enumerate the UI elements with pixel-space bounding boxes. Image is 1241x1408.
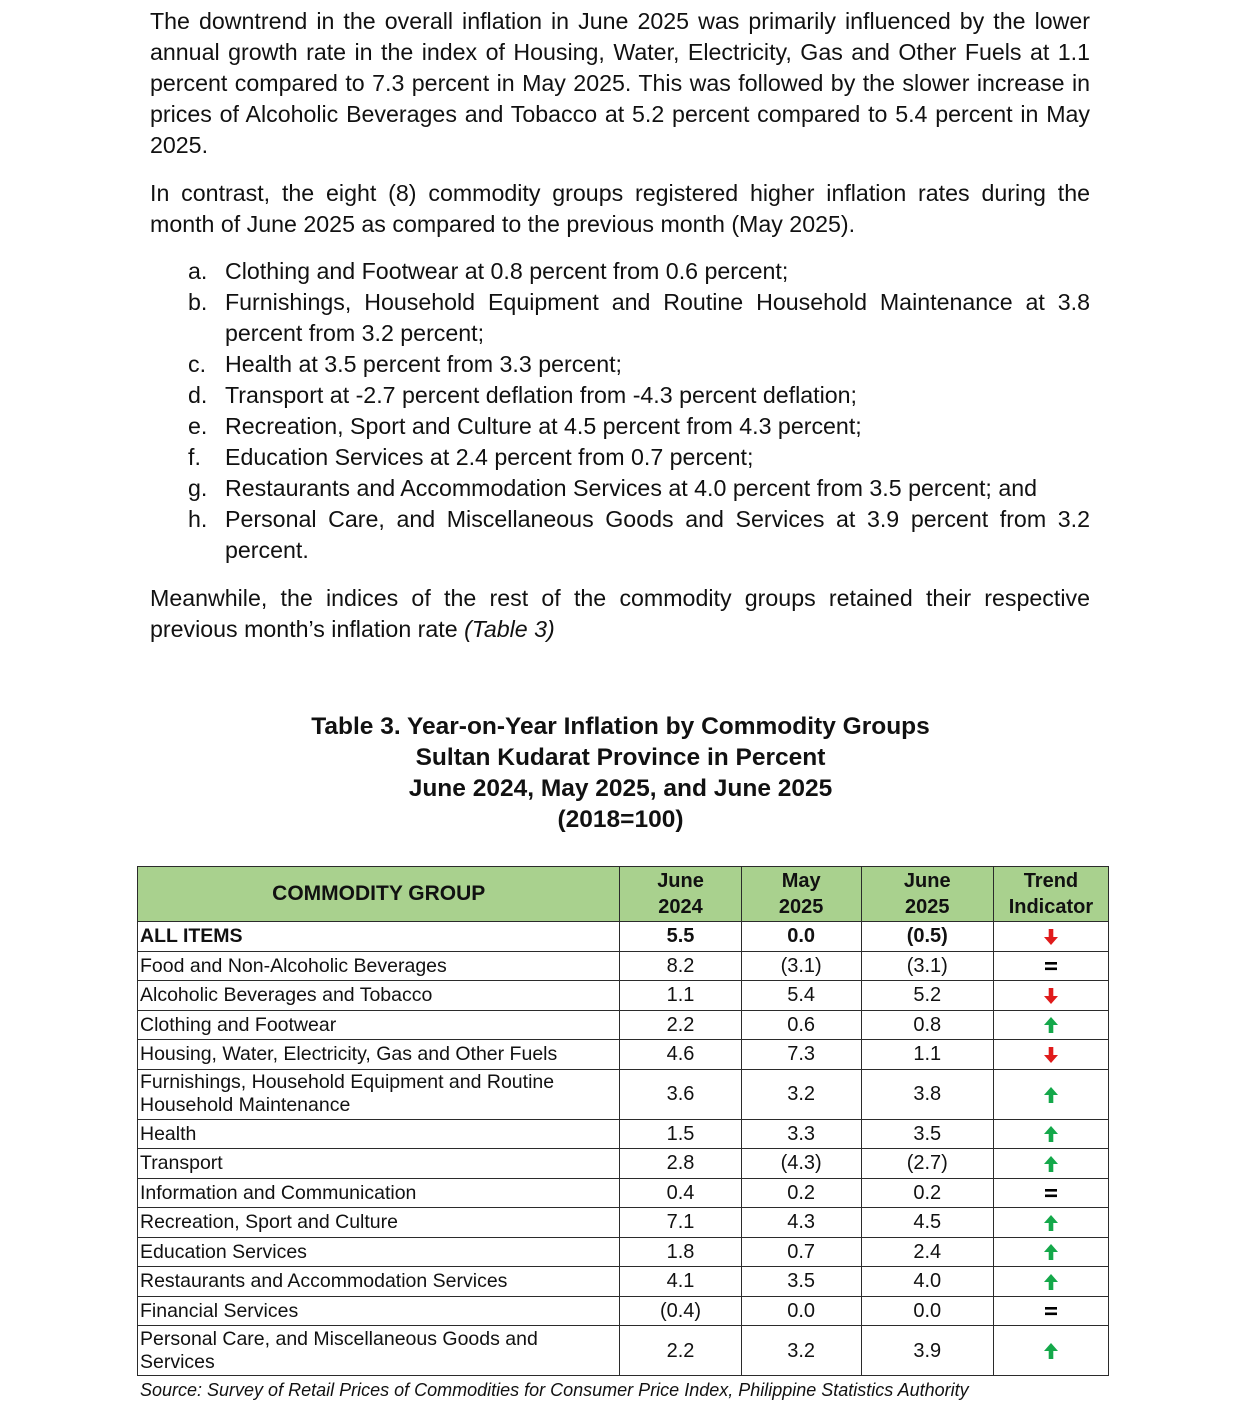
value-cell-may25: 3.5 [741,1267,861,1297]
value-cell-jun25: 4.0 [861,1267,993,1297]
arrow-up-icon [1042,1083,1060,1105]
arrow-up-icon [1042,1270,1060,1292]
trend-cell [993,1119,1108,1149]
commodity-name-line: Household Maintenance [140,1094,351,1116]
trend-cell [993,1149,1108,1179]
value-cell-may25: 3.3 [741,1119,861,1149]
list-item [150,287,1090,349]
table-title-line: June 2024, May 2025, and June 2025 [408,775,833,802]
equals-icon [1042,1182,1060,1204]
inflation-table [137,866,1109,1376]
value-cell-jun25: 3.5 [861,1119,993,1149]
table-row-all-items [138,922,1109,952]
value-cell-may25: 0.2 [741,1178,861,1208]
commodity-name-cell: Health [138,1119,620,1149]
table-row [138,1040,1109,1070]
commodity-name-cell: Alcoholic Beverages and Tobacco [138,981,620,1011]
trend-cell [993,1267,1108,1297]
table-row [138,981,1109,1011]
table-title-line: (2018=100) [557,806,684,833]
value-cell-jun25: 3.9 [861,1326,993,1376]
trend-cell [993,1178,1108,1208]
table-row [138,1069,1109,1119]
list-item-text: Personal Care, and Miscellaneous Goods and Services at 3.9 percent from 3.2 percent. [225,506,1090,563]
value-cell-may25: 5.4 [741,981,861,1011]
trend-cell [993,951,1108,981]
commodity-increase-list [150,256,1090,566]
equals-icon [1042,1300,1060,1322]
list-item-marker: d. [188,382,208,408]
trend-cell [993,1208,1108,1238]
list-item-text: Transport at -2.7 percent deflation from -4.3 percent deflation; [225,382,857,408]
commodity-name-line: Furnishings, Household Equipment and Routine [140,1071,555,1093]
arrow-up-icon [1042,1123,1060,1145]
value-cell-may25: 0.0 [741,922,861,952]
list-item-marker: h. [188,506,208,532]
commodity-name-cell: Restaurants and Accommodation Services [138,1267,620,1297]
table-header-row [138,867,1109,922]
list-item [150,380,1090,411]
list-item-text: Education Services at 2.4 percent from 0.7 percent; [225,444,754,470]
value-cell-jun24: 4.6 [620,1040,741,1070]
arrow-down-icon [1042,1043,1060,1065]
value-cell-may25: 0.6 [741,1010,861,1040]
value-cell-jun25: 0.0 [861,1296,993,1326]
table-row [138,1010,1109,1040]
table-row [138,1267,1109,1297]
table-title-line: Sultan Kudarat Province in Percent [415,744,826,771]
table-body [138,922,1109,1376]
paragraph-higher-rates-intro: In contrast, the eight (8) commodity groups registered higher inflation rates during the month of June 2025 as compared to the previous month (May 2025). [150,180,1090,237]
value-cell-may25: 0.7 [741,1237,861,1267]
value-cell-jun25: 0.2 [861,1178,993,1208]
value-cell-may25: 3.2 [741,1069,861,1119]
paragraph-retained-text: Meanwhile, the indices of the rest of the commodity groups retained their respective previous month’s inflation rate [150,585,1090,642]
trend-cell [993,981,1108,1011]
list-item [150,411,1090,442]
arrow-up-icon [1042,1152,1060,1174]
header-trend-indicator: Trend Indicator [993,867,1108,922]
value-cell-may25: 4.3 [741,1208,861,1238]
commodity-name-cell: Clothing and Footwear [138,1010,620,1040]
value-cell-jun24: 2.8 [620,1149,741,1179]
trend-cell [993,922,1108,952]
trend-cell [993,1010,1108,1040]
list-item-text: Restaurants and Accommodation Services at 4.0 percent from 3.5 percent; and [225,475,1038,501]
value-cell-jun24: 1.5 [620,1119,741,1149]
value-cell-jun24: 1.8 [620,1237,741,1267]
list-item-marker: f. [188,444,201,470]
commodity-name-cell: Education Services [138,1237,620,1267]
list-item-text: Health at 3.5 percent from 3.3 percent; [225,351,622,377]
table-row [138,951,1109,981]
value-cell-jun24: 0.4 [620,1178,741,1208]
table-title-line: Table 3. Year-on-Year Inflation by Commodity Groups [311,713,930,740]
list-item [150,473,1090,504]
table-row [138,1149,1109,1179]
trend-cell [993,1069,1108,1119]
trend-cell [993,1237,1108,1267]
list-item-marker: a. [188,258,208,284]
commodity-name-line: Personal Care, and Miscellaneous Goods and [140,1327,538,1350]
commodity-name-cell: Financial Services [138,1296,620,1326]
value-cell-may25: 0.0 [741,1296,861,1326]
value-cell-jun25: 4.5 [861,1208,993,1238]
value-cell-jun24: (0.4) [620,1296,741,1326]
equals-icon [1042,955,1060,977]
value-cell-jun24: 4.1 [620,1267,741,1297]
value-cell-jun25: (0.5) [861,922,993,952]
arrow-up-icon [1042,1241,1060,1263]
list-item-text: Furnishings, Household Equipment and Routine Household Maintenance at 3.8 percent from 3.2 percent; [225,289,1090,346]
header-may-2025: May 2025 [741,867,861,922]
table-title [0,711,1241,835]
commodity-name-cell: Information and Communication [138,1178,620,1208]
paragraph-retained-rates [150,583,1090,645]
value-cell-jun25: 3.8 [861,1069,993,1119]
value-cell-jun24: 8.2 [620,951,741,981]
arrow-up-icon [1042,1014,1060,1036]
commodity-name-cell: Recreation, Sport and Culture [138,1208,620,1238]
list-item-marker: e. [188,413,208,439]
trend-cell [993,1040,1108,1070]
list-item-marker: b. [188,289,208,315]
arrow-down-icon [1042,925,1060,947]
value-cell-jun25: (3.1) [861,951,993,981]
value-cell-jun24: 7.1 [620,1208,741,1238]
value-cell-jun24: 3.6 [620,1069,741,1119]
trend-cell [993,1326,1108,1376]
table-row [138,1208,1109,1238]
list-item-marker: g. [188,475,208,501]
table-row [138,1326,1109,1376]
trend-cell [993,1296,1108,1326]
paragraph-housing-alcohol: The downtrend in the overall inflation in June 2025 was primarily influenced by the lower annual growth rate in the index of Housing, Water, Electricity, Gas and Other Fuels at 1.1 percent compared to 7.3 percent in May 2025. This was followed by the slower increase in prices of Alcoholic Beverages and Tobacco at 5.2 percent compared to 5.4 percent in May 2025. [150,8,1090,158]
list-item [150,504,1090,566]
header-june-2025: June 2025 [861,867,993,922]
table-row [138,1178,1109,1208]
value-cell-may25: (3.1) [741,951,861,981]
arrow-down-icon [1042,984,1060,1006]
arrow-up-icon [1042,1340,1060,1362]
list-item-marker: c. [188,351,207,377]
value-cell-jun25: 5.2 [861,981,993,1011]
list-item [150,442,1090,473]
list-item-text: Clothing and Footwear at 0.8 percent from 0.6 percent; [225,258,789,284]
list-item [150,349,1090,380]
table-row [138,1237,1109,1267]
value-cell-jun24: 2.2 [620,1010,741,1040]
header-june-2024: June 2024 [620,867,741,922]
commodity-name-line: Services [140,1350,215,1373]
value-cell-jun24: 1.1 [620,981,741,1011]
table-source-note: Source: Survey of Retail Prices of Commodities for Consumer Price Index, Philippine Statistics Authority [140,1380,969,1400]
value-cell-jun25: (2.7) [861,1149,993,1179]
value-cell-jun24: 2.2 [620,1326,741,1376]
header-commodity-group: COMMODITY GROUP [138,867,620,922]
commodity-name-cell: Food and Non-Alcoholic Beverages [138,951,620,981]
value-cell-jun24: 5.5 [620,922,741,952]
arrow-up-icon [1042,1211,1060,1233]
commodity-name-cell: ALL ITEMS [138,922,620,952]
commodity-name-cell [138,1326,620,1376]
table-reference: (Table 3) [464,616,555,642]
list-item-text: Recreation, Sport and Culture at 4.5 percent from 4.3 percent; [225,413,862,439]
value-cell-may25: 3.2 [741,1326,861,1376]
commodity-name-cell [138,1069,620,1119]
value-cell-may25: (4.3) [741,1149,861,1179]
value-cell-jun25: 0.8 [861,1010,993,1040]
list-item [150,256,1090,287]
commodity-name-cell: Housing, Water, Electricity, Gas and Other Fuels [138,1040,620,1070]
value-cell-jun25: 1.1 [861,1040,993,1070]
value-cell-may25: 7.3 [741,1040,861,1070]
table-row [138,1296,1109,1326]
value-cell-jun25: 2.4 [861,1237,993,1267]
commodity-name-cell: Transport [138,1149,620,1179]
table-row [138,1119,1109,1149]
